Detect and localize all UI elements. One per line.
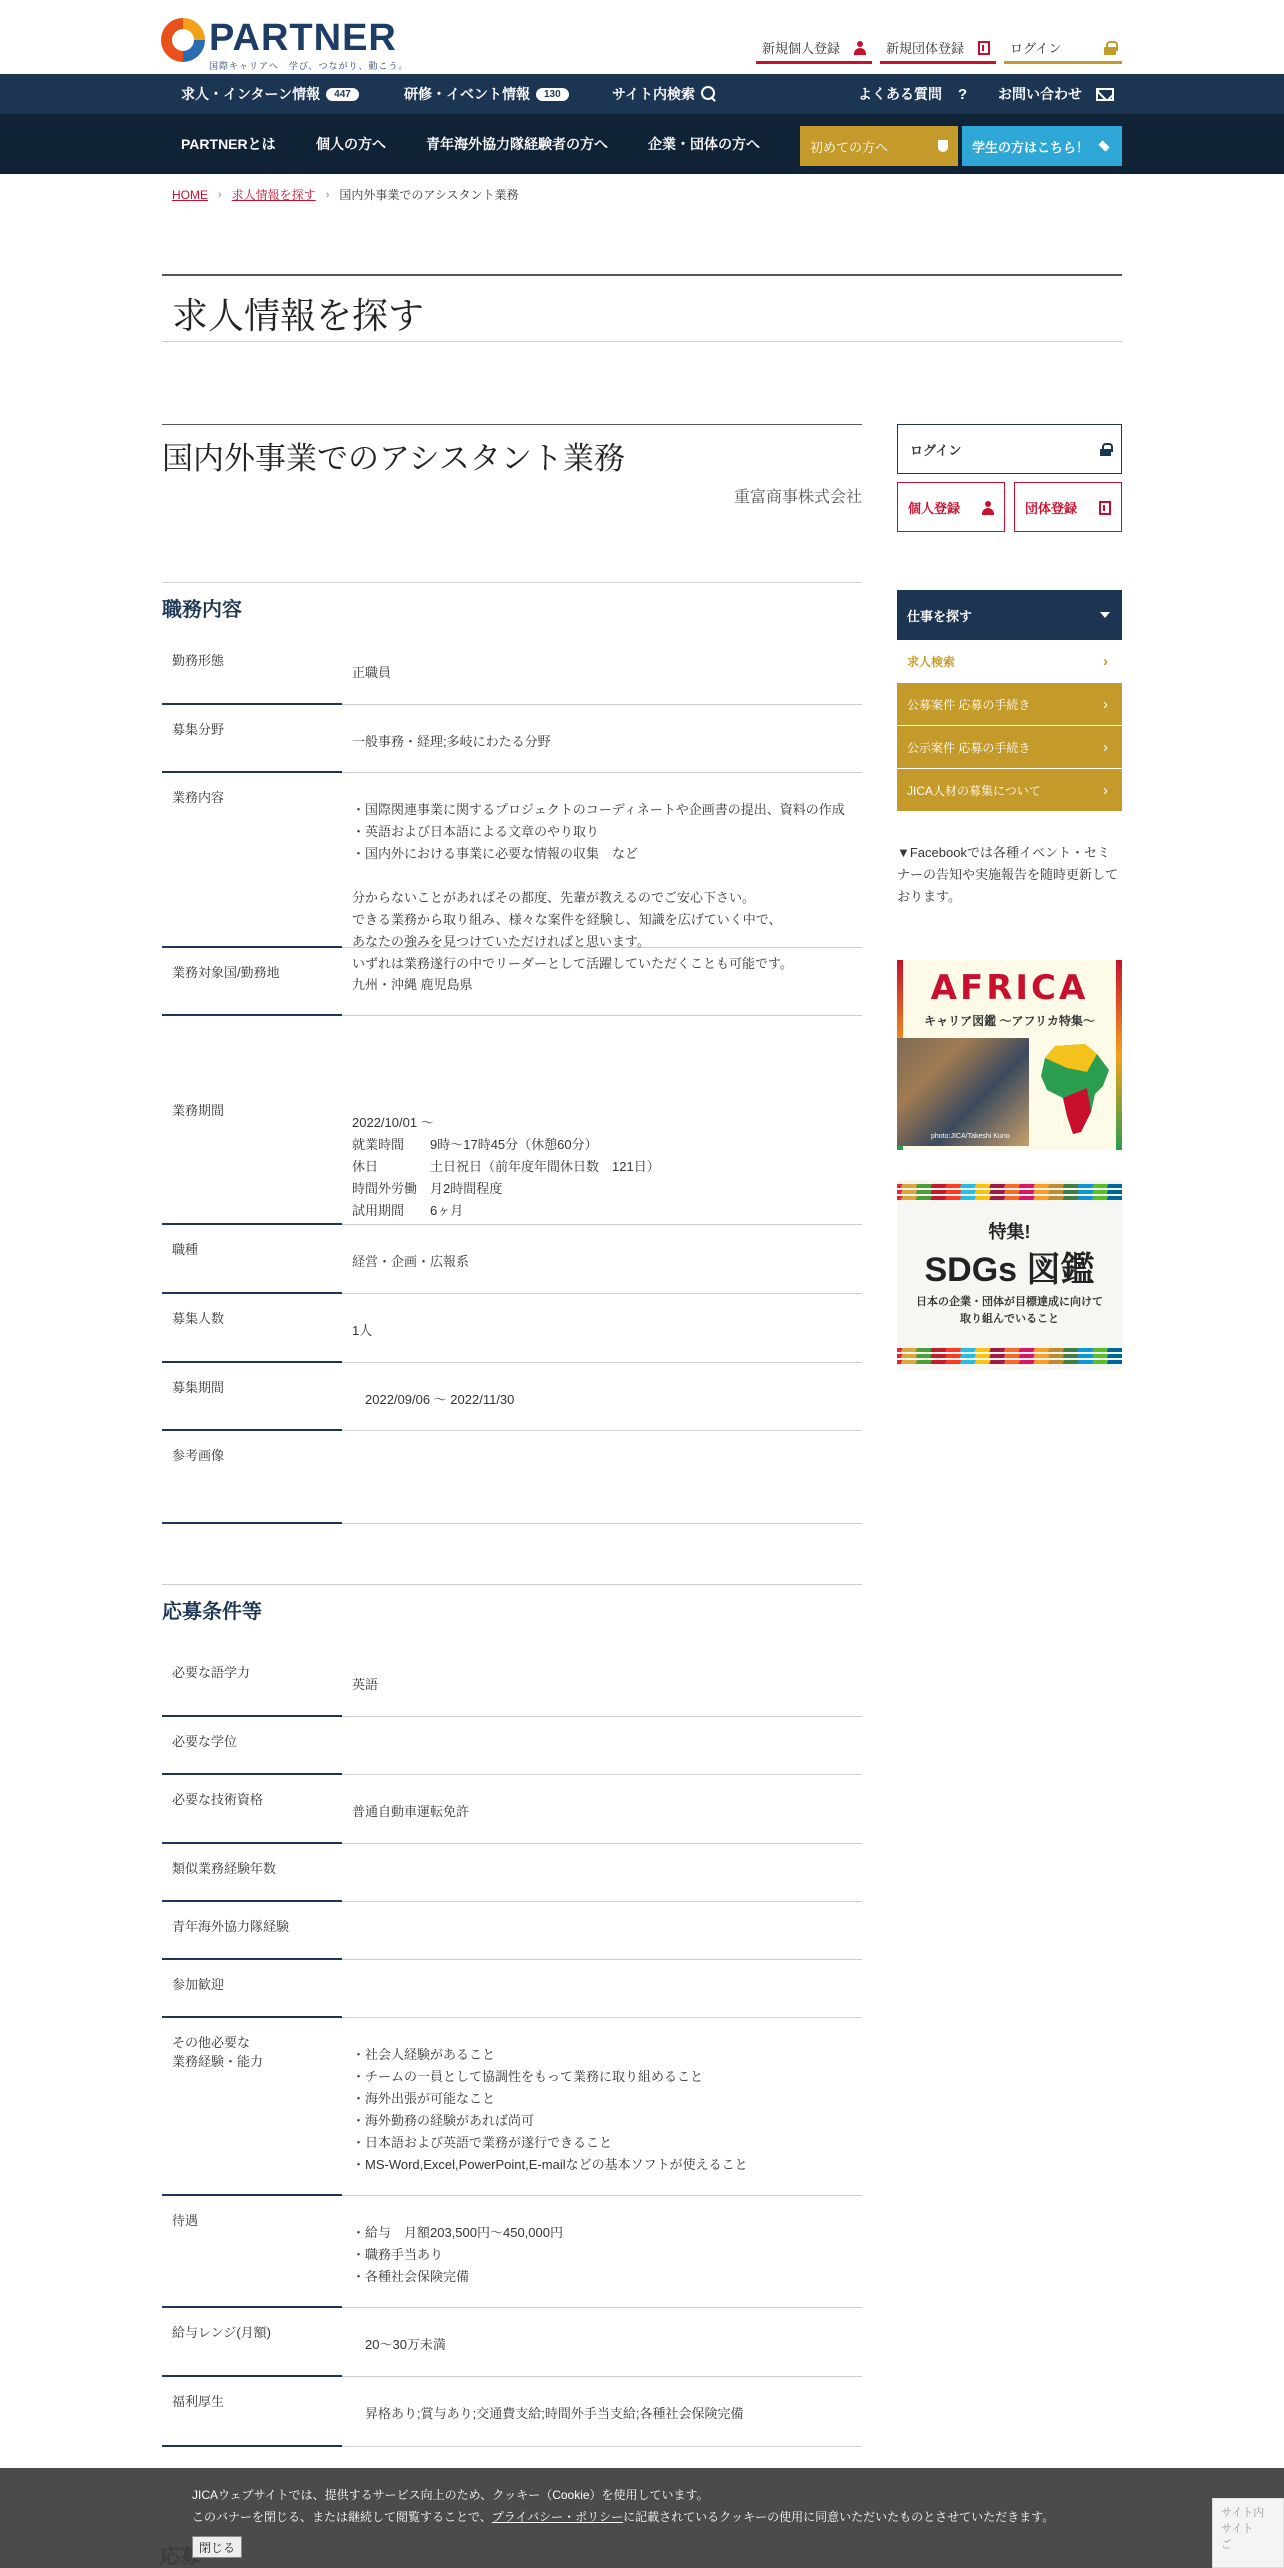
- cookie-close-button[interactable]: 閉じる: [192, 2536, 242, 2558]
- privacy-policy-link[interactable]: プライバシー・ポリシー: [491, 2510, 624, 2524]
- duties-label: 業務内容: [162, 773, 342, 948]
- menu-job-search[interactable]: 求人検索 ›: [897, 640, 1122, 683]
- sidebar-group-register-label: 団体登録: [1025, 500, 1078, 516]
- nav-site-search[interactable]: [612, 74, 717, 114]
- duties-label: 募集期間: [162, 1363, 342, 1431]
- logo-tagline: 国際キャリアへ 学び、つながり、動こう。: [209, 61, 409, 71]
- nav-faq[interactable]: [858, 74, 967, 114]
- login-label: ログイン: [1010, 41, 1062, 56]
- cookie-notice-line2: このバナーを閉じる、または継続して閲覧することで、プライバシー・ポリシーに記載されているクッキーの使用に同意いただいたものとさせていただきます。: [192, 2510, 1055, 2524]
- building-icon: [978, 41, 990, 55]
- requirements-heading: 応募条件等: [162, 1601, 262, 1623]
- requirements-value: [352, 1902, 862, 1928]
- duties-row: [162, 1294, 862, 1363]
- requirements-row: [162, 2377, 862, 2447]
- events-count-badge: 130: [536, 88, 569, 101]
- requirements-value: 20～30万未満: [352, 2337, 446, 2352]
- find-work-menu-toggle[interactable]: 仕事を探す: [897, 590, 1122, 640]
- requirements-value: ・社会人経験があること ・チームの一員として協調性をもって業務に取り組めること ・海外出張が可能なこと ・海外勤務の経験があれば尚可 ・日本語および英語で業務が遂行できること ・MS-Word,Excel,PowerPoint,E-mailなどの基本ソフトが使えること: [352, 2047, 748, 2172]
- requirements-value: [352, 1717, 862, 1743]
- site-search-side-tab[interactable]: サイト内 サイト ご: [1212, 2498, 1284, 2568]
- duties-section-head: [162, 582, 862, 622]
- account-links: [748, 34, 1122, 64]
- page-title-box: [162, 274, 1122, 342]
- nav-faq-label: よくある質問: [858, 86, 942, 102]
- requirements-row: [162, 1960, 862, 2018]
- requirements-label: その他必要な 業務経験・能力: [162, 2018, 342, 2196]
- duties-label: 参考画像: [162, 1431, 342, 1524]
- duties-value: 九州・沖縄 鹿児島県: [352, 977, 473, 992]
- menu-public-notice-procedure[interactable]: 公示案件 応募の手続き ›: [897, 726, 1122, 769]
- nav-jobs-label: 求人・インターン情報: [181, 86, 321, 102]
- sidebar-group-register-button[interactable]: [1014, 482, 1122, 532]
- nav-events-label: 研修・イベント情報: [404, 86, 530, 102]
- breadcrumb-home[interactable]: HOME: [172, 187, 208, 202]
- duties-row: [162, 773, 862, 971]
- duties-row: [162, 1363, 862, 1431]
- requirements-row: [162, 1717, 862, 1775]
- job-header: [162, 424, 862, 507]
- sidebar-personal-register-label: 個人登録: [908, 500, 961, 516]
- duties-row: [162, 1086, 862, 1225]
- duties-value: 2022/09/06 ～ 2022/11/30: [352, 1392, 515, 1407]
- new-personal-register-label: 新規個人登録: [761, 41, 840, 56]
- sidebar-personal-register-button[interactable]: [897, 482, 1005, 532]
- africa-map-icon: [1037, 1042, 1113, 1138]
- sdgs-feature-banner[interactable]: [897, 1180, 1122, 1370]
- duties-row: [162, 705, 862, 773]
- requirements-label: 福利厚生: [162, 2377, 342, 2447]
- students-label: 学生の方はこちら！: [972, 139, 1090, 155]
- lock-icon: [1100, 443, 1111, 456]
- duties-value: 一般事務・経理;多岐にわたる分野: [352, 734, 551, 749]
- menu-jica-recruitment[interactable]: JICA人材の募集について ›: [897, 769, 1122, 812]
- africa-banner-title: AFRICA: [930, 968, 1089, 1008]
- africa-banner-subtitle: キャリア図鑑 ～アフリカ特集～: [924, 1014, 1095, 1028]
- requirements-label: 必要な学位: [162, 1717, 342, 1775]
- cookie-banner: [0, 2468, 1284, 2568]
- secondary-nav: [0, 114, 1284, 174]
- sdgs-banner-subtitle: 日本の企業・団体が目標達成に向けて 取り組んでいること: [916, 1296, 1103, 1325]
- requirements-value: 昇格あり;賞与あり;交通費支給;時間外手当支給;各種社会保険完備: [352, 2406, 744, 2421]
- person-icon: [982, 501, 994, 515]
- primary-nav: [0, 74, 1284, 114]
- duties-label: 勤務形態: [162, 636, 342, 705]
- sidebar-login-button[interactable]: [897, 424, 1122, 474]
- breadcrumb-separator-icon: ›: [218, 188, 222, 201]
- requirements-row: [162, 2018, 862, 2196]
- graduation-cap-icon: [1097, 141, 1113, 151]
- cookie-notice-line1: JICAウェブサイトでは、提供するサービス向上のため、クッキー（Cookie）を使用しています。: [192, 2488, 709, 2502]
- requirements-value: [352, 1960, 862, 1986]
- job-title: 国内外事業でのアシスタント業務: [162, 441, 625, 476]
- requirements-row: [162, 1844, 862, 1902]
- nav-contact[interactable]: [998, 74, 1114, 114]
- nav-search-label: サイト内検索: [612, 86, 696, 102]
- africa-banner-photo: [897, 1038, 1029, 1146]
- duties-value: 2022/10/01 ～ 就業時間 9時～17時45分（休憩60分） 休日 土日祝日（前年度年間休日数 121日） 時間外労働 月2時間程度 試用期間 6ヶ月: [352, 1115, 660, 1218]
- requirements-value: ・給与 月額203,500円～450,000円 ・職務手当あり ・各種社会保険完備: [352, 2225, 563, 2284]
- breadcrumb-job-search[interactable]: 求人情報を探す: [231, 188, 316, 202]
- first-time-button[interactable]: [800, 126, 958, 166]
- duties-value: [352, 1431, 862, 1457]
- duties-row: [162, 636, 862, 705]
- person-icon: [854, 41, 866, 55]
- top-header: [0, 0, 1284, 74]
- breadcrumb: [172, 186, 519, 203]
- first-time-label: 初めての方へ: [810, 139, 889, 155]
- requirements-section-head: [162, 1584, 862, 1624]
- requirements-label: 給与レンジ(月額): [162, 2308, 342, 2377]
- requirements-row: [162, 2308, 862, 2377]
- requirements-label: 参加歓迎: [162, 1960, 342, 2018]
- duties-label: 業務期間: [162, 1086, 342, 1225]
- question-icon: ?: [958, 85, 968, 103]
- requirements-row: [162, 1648, 862, 1717]
- nav-for-jocv-alumni[interactable]: 青年海外協力隊経験者の方へ: [426, 136, 608, 152]
- requirements-value: 普通自動車運転免許: [352, 1804, 470, 1819]
- requirements-label: 類似業務経験年数: [162, 1844, 342, 1902]
- sdgs-feature-tag: 特集!: [988, 1222, 1031, 1242]
- duties-row: [162, 948, 862, 1016]
- duties-value: 正職員: [352, 665, 392, 680]
- nav-about-partner[interactable]: PARTNERとは: [181, 136, 276, 152]
- new-group-register-link[interactable]: [880, 34, 996, 64]
- requirements-label: 青年海外協力隊経験: [162, 1902, 342, 1960]
- requirements-row: [162, 2196, 862, 2308]
- nav-for-companies[interactable]: 企業・団体の方へ: [648, 136, 760, 152]
- requirements-value: [352, 1844, 862, 1870]
- new-group-register-label: 新規団体登録: [885, 41, 964, 56]
- requirements-row: [162, 1775, 862, 1844]
- duties-label: 業務対象国/勤務地: [162, 948, 342, 1016]
- new-personal-register-link[interactable]: [756, 34, 872, 64]
- requirements-label: 待遇: [162, 2196, 342, 2308]
- duties-value: ・国際関連事業に関するプロジェクトのコーディネートや企画書の提出、資料の作成 ・英語および日本語による文章のやり取り ・国内外における事業に必要な情報の収集 など 分からないことがあればその都度、先輩が教えるのでご安心下さい。 できる業務から取り組み、様々な案件を経験し、知識を広げていく中で、 あなたの強みを見つけていただければと思います。 いずれは業務遂行の中でリーダーとして活躍していただくことも可能です。: [352, 802, 845, 971]
- requirements-label: 必要な技術資格: [162, 1775, 342, 1844]
- nav-jobs-internships[interactable]: [181, 74, 359, 114]
- duties-value: 1人: [352, 1323, 373, 1338]
- africa-photo-credit: photo:JICA/Takeshi Kuno: [931, 1133, 1010, 1140]
- search-icon: [701, 86, 717, 102]
- requirements-row: [162, 1902, 862, 1960]
- breadcrumb-current: 国内外事業でのアシスタント業務: [339, 188, 519, 202]
- duties-row: [162, 1431, 862, 1524]
- login-link[interactable]: [1004, 34, 1122, 64]
- breadcrumb-separator-icon: ›: [325, 188, 330, 201]
- partner-logo[interactable]: [161, 18, 408, 72]
- duties-value: 経営・企画・広報系: [352, 1254, 470, 1269]
- duties-label: 募集人数: [162, 1294, 342, 1363]
- company-name: 重富商事株式会社: [733, 489, 862, 506]
- jobs-count-badge: 447: [326, 88, 359, 101]
- building-icon: [1099, 501, 1111, 515]
- duties-label: 募集分野: [162, 705, 342, 773]
- requirements-label: 必要な語学力: [162, 1648, 342, 1717]
- nav-training-events[interactable]: [404, 74, 569, 114]
- shield-icon: [938, 140, 948, 152]
- sdgs-banner-title: SDGs 図鑑: [924, 1251, 1095, 1289]
- requirements-value: 英語: [352, 1677, 379, 1692]
- facebook-notice: ▼Facebookでは各種イベント・セミナーの告知や実施報告を随時更新しております。: [897, 845, 1119, 904]
- nav-for-individuals[interactable]: 個人の方へ: [316, 136, 386, 152]
- nav-contact-label: お問い合わせ: [998, 86, 1082, 102]
- duties-heading: 職務内容: [162, 599, 242, 621]
- duties-label: 職種: [162, 1225, 342, 1294]
- logo-word: PARTNER: [209, 17, 397, 59]
- page-title: 求人情報を探す: [172, 295, 425, 336]
- lock-icon: [1104, 41, 1116, 55]
- logo-mark-icon: [161, 18, 205, 62]
- mail-icon: [1096, 88, 1114, 101]
- africa-career-banner[interactable]: [897, 960, 1122, 1150]
- sidebar: [897, 424, 1122, 1325]
- duties-row: [162, 1225, 862, 1294]
- find-work-menu: [897, 590, 1122, 812]
- menu-public-recruitment-procedure[interactable]: 公募案件 応募の手続き ›: [897, 683, 1122, 726]
- sidebar-login-label: ログイン: [910, 442, 962, 458]
- students-button[interactable]: [962, 126, 1122, 166]
